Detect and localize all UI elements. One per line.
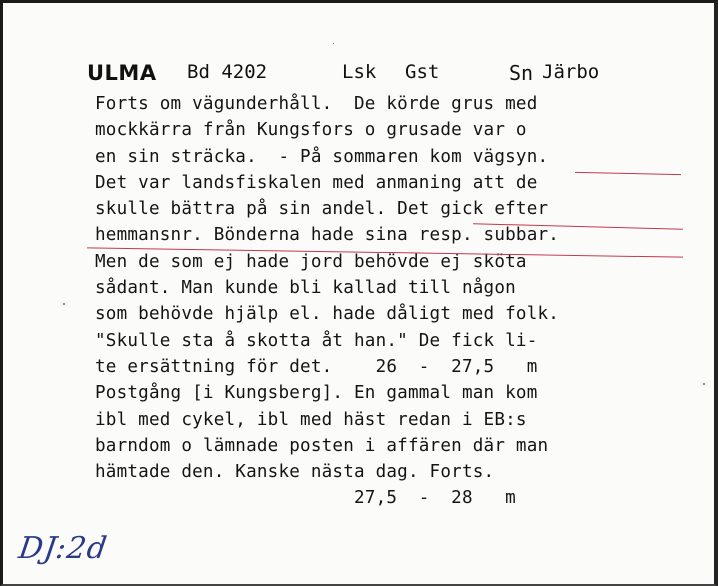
text-line: Det var landsfiskalen med anmaning att de <box>95 172 538 193</box>
text-line: hemmansnr. Bönderna hade sina resp. subbar. <box>95 225 560 246</box>
card-header <box>87 61 687 95</box>
text-line: ibl med cykel, ibl med häst redan i EB:s <box>95 409 527 430</box>
paper-speck <box>63 303 65 305</box>
text-line: "Skulle sta å skotta åt han." De fick li- <box>95 330 538 351</box>
archive-code: ULMA <box>87 61 157 85</box>
landskap-label: Lsk <box>342 61 377 83</box>
text-line: Forts om vägunderhåll. De körde grus med <box>95 94 538 114</box>
text-line: en sin sträcka. - På sommaren kom vägsyn. <box>95 146 549 167</box>
paper-speck <box>333 43 334 44</box>
text-line: sådant. Man kunde bli kallad till någon <box>95 278 516 299</box>
typewritten-body <box>95 91 705 512</box>
text-line: mockkärra från Kungsfors o grusade var o <box>95 120 527 141</box>
pencil-margin-note: DJ:2d <box>16 531 110 566</box>
text-line: som behövde hjälp el. hade dåligt med folk. <box>95 304 560 325</box>
text-line: Postgång [i Kungsberg]. En gammal man kom <box>95 383 538 404</box>
socken-label: Sn <box>509 61 534 85</box>
volume-number: Bd 4202 <box>187 61 268 83</box>
text-line: 27,5 - 28 m <box>95 488 516 509</box>
text-line: te ersättning för det. 26 - 27,5 m <box>95 356 538 377</box>
text-line: skulle bättra på sin andel. Det gick efter <box>95 199 549 220</box>
paper-speck <box>703 383 705 385</box>
landskap-value: Gst <box>405 61 440 83</box>
place-name: Järbo <box>542 61 600 83</box>
text-line: Men de som ej hade jord behövde ej sköta <box>95 251 527 272</box>
text-line: hämtade den. Kanske nästa dag. Forts. <box>95 462 495 483</box>
text-line: barndom o lämnade posten i affären där man <box>95 435 549 456</box>
